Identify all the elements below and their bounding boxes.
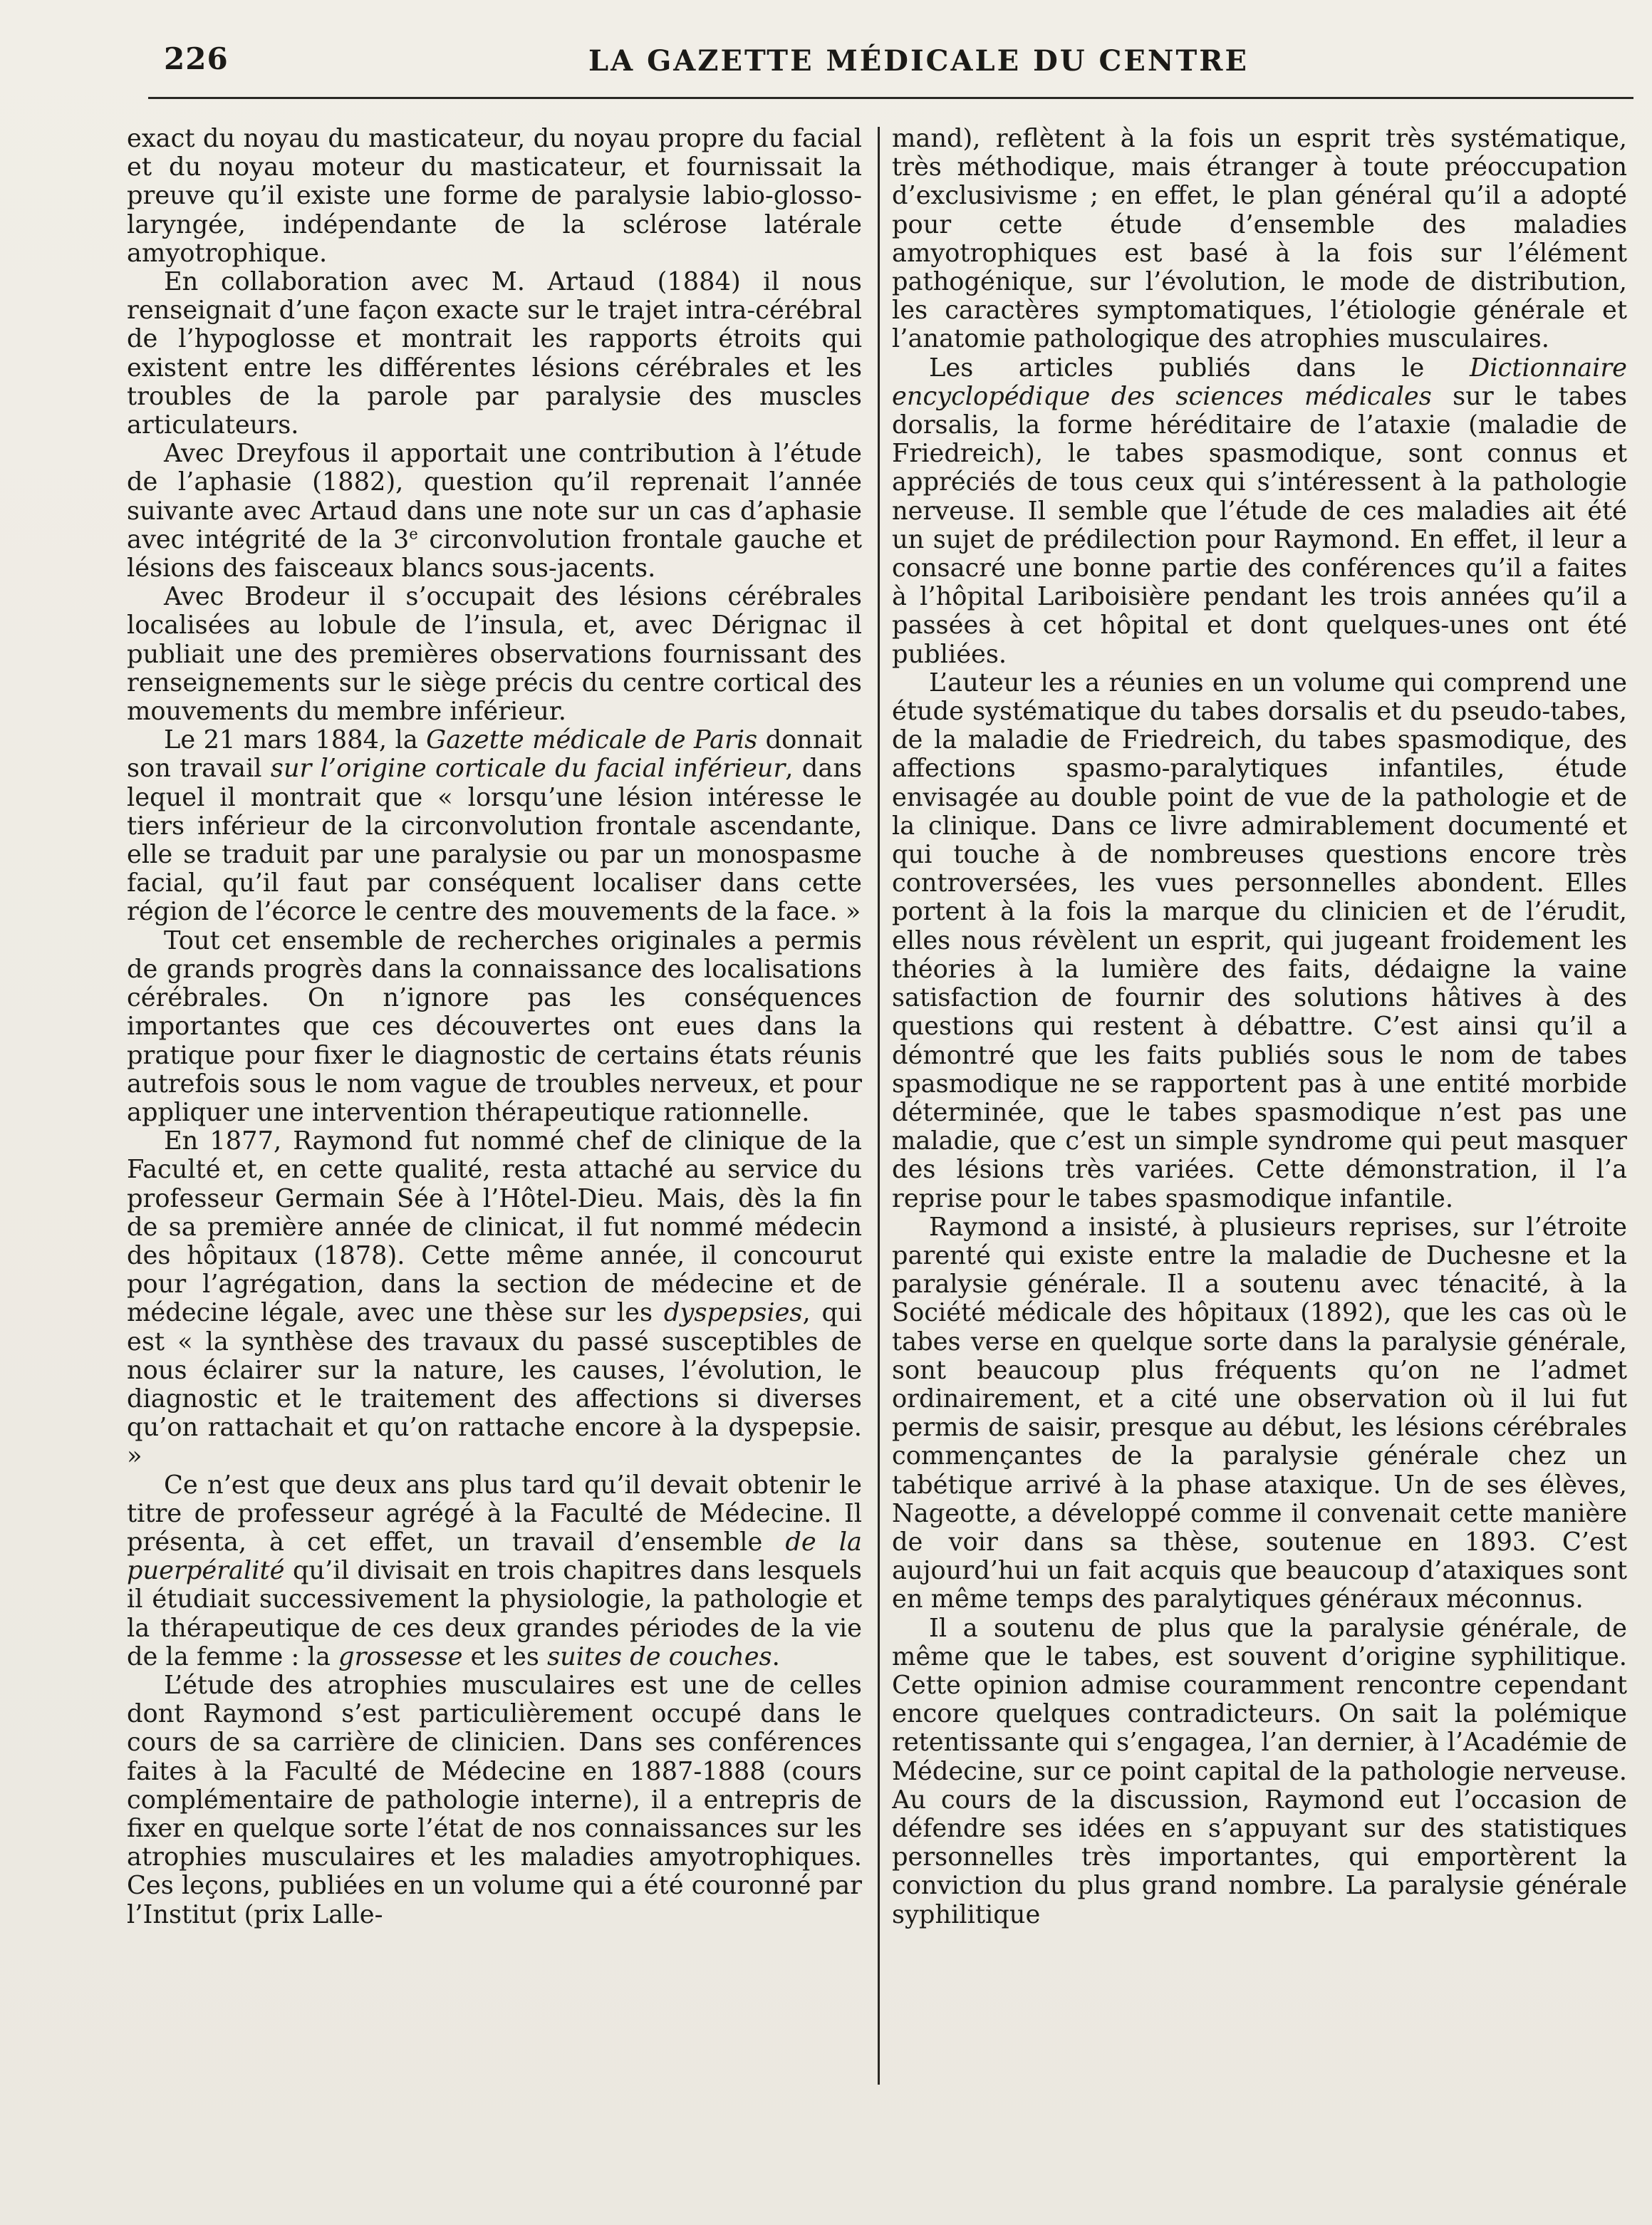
paragraph — [127, 440, 862, 583]
running-title: LA GAZETTE MÉDICALE DU CENTRE — [588, 44, 1249, 78]
paragraph-text: mand), reflètent à la fois un esprit très systématique, très méthodique, mais étranger à toute préoccupation d’exclusivisme ; en effet, le plan général qu’il a adopté pour cette étude d’ensemble des maladies amyotrophiques est basé à la fois sur l’élément pathogénique, sur l’évolution, le mode de distribution, les caractères symptomatiques, l’étiologie générale et l’anatomie pathologique des atrophies musculaires. — [892, 125, 1627, 354]
italic-text: de la puerpéralité — [127, 1527, 862, 1586]
paragraph-text: Tout cet ensemble de recherches originales a permis de grands progrès dans la connaissance des localisations cérébrales. On n’ignore pas les conséquences importantes que ces découvertes ont eues dans la pratique pour fixer le diagnostic de certains états réunis autrefois sous le nom vague de troubles nerveux, et pour appliquer une intervention thérapeutique rationnelle. — [127, 925, 862, 1127]
paragraph-text: exact du noyau du masticateur, du noyau propre du facial et du noyau moteur du masticateur, et fournissait la preuve qu’il existe une forme de paralysie labio-glosso-laryngée, indépendante de la sclérose latérale amyotrophique. — [127, 125, 862, 268]
paragraph-text: . — [772, 1641, 780, 1671]
italic-text: sur l’origine corticale du facial inférieur — [270, 754, 786, 784]
paragraph-text: En 1877, Raymond fut nommé chef de clinique de la Faculté et, en cette qualité, resta attaché au service du professeur Germain Sée à l’Hôtel-Dieu. Mais, dès la fin de sa première année de clinicat, il fut nommé médecin des hôpitaux (1878). Cette même année, il concourut pour l’agrégation, dans la section de médecine et de médecine légale, avec une thèse sur les — [127, 1126, 862, 1328]
page-header — [164, 41, 1628, 84]
paragraph-text: donnait son travail — [127, 725, 862, 784]
right-column — [892, 125, 1627, 2091]
paragraph-text: et les — [462, 1641, 548, 1671]
paragraph — [127, 1671, 862, 1929]
paragraph-text: Avec Dreyfous il apportait une contribution à l’étude de l’aphasie (1882), question qu’il reprenait l’année suivante avec Artaud dans une note sur un cas d’aphasie avec intégrité de la 3 — [127, 439, 862, 554]
paragraph-text: circonvolution frontale gauche et lésions des faisceaux blancs sous-jacents. — [127, 524, 862, 584]
paragraph-text: L’auteur les a réunies en un volume qui comprend une étude systématique du tabes dorsalis et du pseudo-tabes, de la maladie de Friedreich, du tabes spasmodique, des affections spasmo-paralytiques infantiles, étude envisagée au double point de vue de la pathologie et de la clinique. Dans ce livre admirablement documenté et qui touche à de nombreuses questions encore très controversées, les vues personnelles abondent. Elles portent à la fois la marque du clinicien et de l’érudit, elles nous révèlent un esprit, qui jugeant froidement les théories à la lumière des faits, dédaigne la vaine satisfaction de fournir des solutions hâtives à des questions qui restent à débattre. C’est ainsi qu’il a démontré que les faits publiés sous le nom de tabes spasmodique ne se rapportent pas à une entité morbide déterminée, que le tabes spasmodique n’est pas une maladie, que c’est un simple syndrome qui peut masquer des lésions très variées. Cette démonstration, il l’a reprise pour le tabes spasmodique infantile. — [892, 668, 1627, 1213]
paragraph-text: Le 21 mars 1884, la — [164, 725, 427, 755]
paragraph — [892, 125, 1627, 354]
paragraph-text: En collaboration avec M. Artaud (1884) il nous renseignait d’une façon exacte sur le trajet intra-cérébral de l’hypoglosse et montrait les rapports étroits qui existent entre les différentes lésions cérébrales et les troubles de la parole par paralysie des muscles articulateurs. — [127, 267, 862, 440]
italic-text: Dictionnaire encyclopédique des sciences médicales — [892, 353, 1627, 411]
paragraph-text: Il a soutenu de plus que la paralysie générale, de même que le tabes, est souvent d’origine syphilitique. Cette opinion admise couramment rencontre cependant encore quelques contradicteurs. On sait la polémique retentissante qui s’engagea, l’an dernier, à l’Académie de Médecine, sur ce point capital de la pathologie nerveuse. Au cours de la discussion, Raymond eut l’occasion de défendre ses idées en s’appuyant sur des statistiques personnelles très importantes, qui emportèrent la conviction du plus grand nombre. La paralysie générale syphilitique — [892, 1613, 1627, 1929]
page-number: 226 — [164, 41, 229, 76]
left-column — [127, 125, 862, 2091]
italic-text: dyspepsies — [663, 1298, 803, 1328]
header-rule — [148, 97, 1633, 99]
paragraph-text: Les articles publiés dans le — [929, 353, 1470, 383]
paragraph — [127, 583, 862, 726]
paragraph-text: L’étude des atrophies musculaires est une de celles dont Raymond s’est particulièrement occupé dans le cours de sa carrière de clinicien. Dans ses conférences faites à la Faculté de Médecine en 1887-1888 (cours complémentaire de pathologie interne), il a entrepris de fixer en quelque sorte l’état de nos connaissances sur les atrophies musculaires et les maladies amyotrophiques. Ces leçons, publiées en un volume qui a été couronné par l’Institut (prix Lalle- — [127, 1670, 862, 1929]
paragraph — [892, 354, 1627, 669]
paragraph — [127, 125, 862, 268]
paragraph-text: sur le tabes dorsalis, la forme héréditaire de l’ataxie (maladie de Friedreich), le tabes spasmodique, sont connus et appréciés de tous ceux qui s’intéressent à la pathologie nerveuse. Il semble que l’étude de ces maladies ait été un sujet de prédilection pour Raymond. En effet, il leur a consacré une bonne partie des conférences qu’il a faites à l’hôpital Lariboisière pendant les trois années qu’il a passées à cet hôpital et dont quelques-unes ont été publiées. — [892, 381, 1627, 669]
paragraph — [127, 927, 862, 1127]
paragraph — [127, 726, 862, 926]
column-divider — [878, 127, 880, 2085]
paragraph — [127, 1471, 862, 1671]
paragraph — [892, 1213, 1627, 1614]
superscript: e — [409, 524, 418, 543]
paragraph-text: , dans lequel il montrait que « lorsqu’une lésion intéresse le tiers inférieur de la circonvolution frontale ascendante, elle se traduit par une paralysie ou par un monospasme facial, qu’il faut par conséquent localiser dans cette région de l’écorce le centre des mouvements de la face. » — [127, 754, 862, 927]
italic-text: suites de couches — [547, 1641, 772, 1671]
paragraph-text: Ce n’est que deux ans plus tard qu’il devait obtenir le titre de professeur agrégé à la Faculté de Médecine. Il présenta, à cet effet, un travail d’ensemble — [127, 1470, 862, 1557]
paragraph-text: Raymond a insisté, à plusieurs reprises, sur l’étroite parenté qui existe entre la maladie de Duchesne et la paralysie générale. Il a soutenu avec ténacité, à la Société médicale des hôpitaux (1892), que les cas où le tabes verse en quelque sorte dans la paralysie générale, sont beaucoup plus fréquents qu’on ne l’admet ordinairement, et a cité une observation où il lui fut permis de saisir, presque au début, les lésions cérébrales commençantes de la paralysie générale chez un tabétique arrivé à la phase ataxique. Un de ses élèves, Nageotte, a développé comme il convenait cette manière de voir dans sa thèse, soutenue en 1893. C’est aujourd’hui un fait acquis que beaucoup d’ataxiques sont en même temps des paralytiques généraux méconnus. — [892, 1212, 1627, 1614]
italic-text: Gazette médicale de Paris — [426, 725, 758, 755]
italic-text: grossesse — [338, 1641, 463, 1671]
paragraph-text: , qui est « la synthèse des travaux du passé susceptibles de nous éclairer sur la nature, les causes, l’évolution, le diagnostic et le traitement des affections si diverses qu’on rattachait et qu’on rattache encore à la dyspepsie. » — [127, 1298, 862, 1471]
paragraph — [127, 268, 862, 440]
paragraph-text: qu’il divisait en trois chapitres dans lesquels il étudiait successivement la physiologie, la pathologie et la thérapeutique de ces deux grandes périodes de la vie de la femme : la — [127, 1556, 862, 1671]
paragraph — [892, 1614, 1627, 1929]
paragraph — [127, 1127, 862, 1471]
paragraph-text: Avec Brodeur il s’occupait des lésions cérébrales localisées au lobule de l’insula, et, avec Dérignac il publiait une des premières observations fournissant des renseignements sur le siège précis du centre cortical des mouvements du membre inférieur. — [127, 582, 862, 727]
paragraph — [892, 669, 1627, 1213]
